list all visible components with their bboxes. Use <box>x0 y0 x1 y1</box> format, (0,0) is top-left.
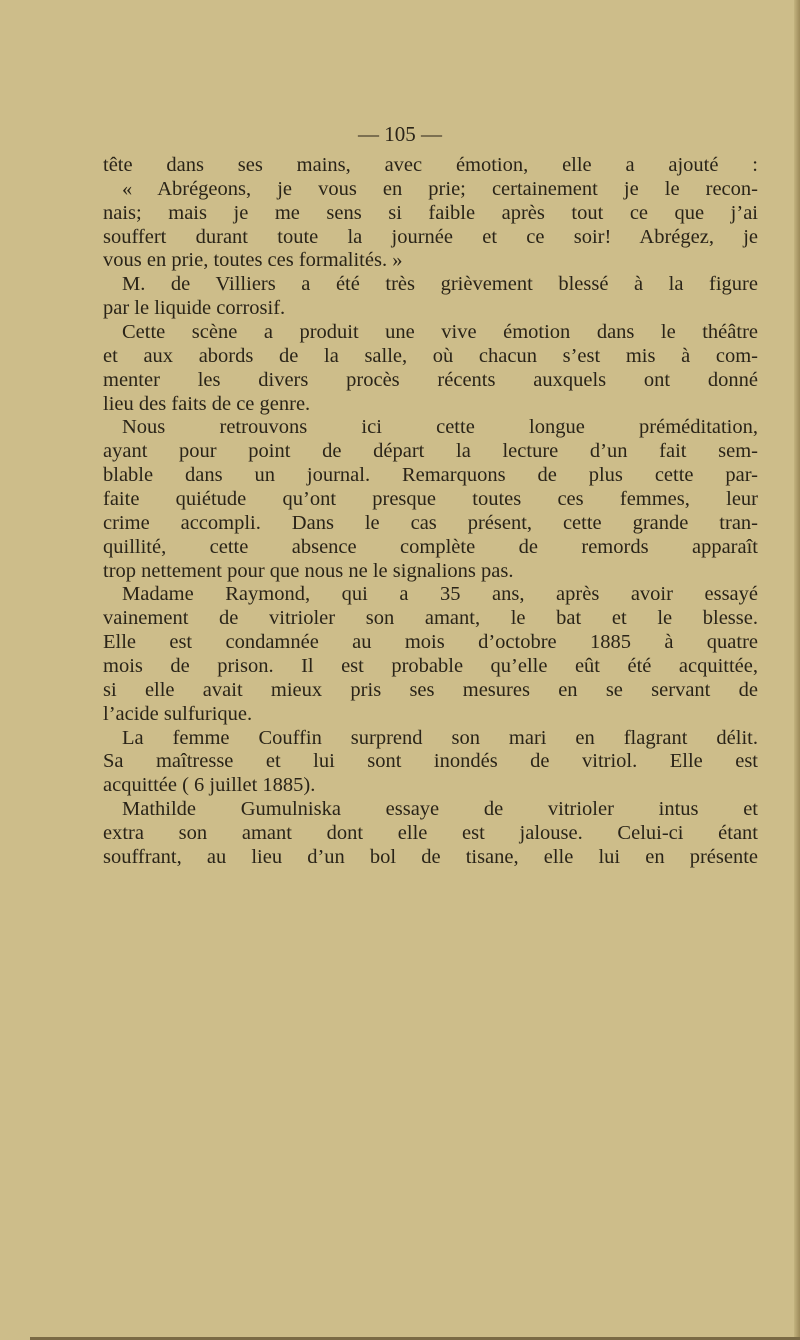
text-line: blable dans un journal. Remarquons de plus cette par- <box>103 464 758 487</box>
text-line: La femme Couffin surprend son mari en flagrant délit. <box>122 726 758 749</box>
text-line: vous en prie, toutes ces formalités. » <box>103 249 403 272</box>
text-line: et aux abords de la salle, où chacun s’est mis à com- <box>103 344 758 367</box>
text-line: Nous retrouvons ici cette longue préméditation, <box>122 416 758 439</box>
text-line: trop nettement pour que nous ne le signalions pas. <box>103 559 514 582</box>
text-line: Cette scène a produit une vive émotion dans le théâtre <box>122 321 758 344</box>
text-line: si elle avait mieux pris ses mesures en se servant de <box>103 678 758 701</box>
text-line: mois de prison. Il est probable qu’elle eût été acquittée, <box>103 655 758 678</box>
text-line: nais; mais je me sens si faible après tout ce que j’ai <box>103 201 758 224</box>
text-line: vainement de vitrioler son amant, le bat et le blesse. <box>103 607 758 630</box>
text-line: menter les divers procès récents auxquels ont donné <box>103 368 758 391</box>
text-line: Elle est condamnée au mois d’octobre 1885 à quatre <box>103 631 758 654</box>
body-text <box>103 154 758 870</box>
text-line: souffert durant toute la journée et ce soir! Abrégez, je <box>103 225 758 248</box>
text-line: lieu des faits de ce genre. <box>103 392 311 415</box>
text-line: « Abrégeons, je vous en prie; certainement je le recon- <box>122 177 758 200</box>
text-line: l’acide sulfurique. <box>103 702 253 725</box>
text-line: Sa maîtresse et lui sont inondés de vitriol. Elle est <box>103 750 758 773</box>
text-line: quillité, cette absence complète de remords apparaît <box>103 535 758 558</box>
text-line: souffrant, au lieu d’un bol de tisane, elle lui en présente <box>103 845 758 868</box>
text-line: extra son amant dont elle est jalouse. Celui-ci étant <box>103 822 758 845</box>
text-line: acquittée ( 6 juillet 1885). <box>103 774 316 797</box>
text-line: M. de Villiers a été très grièvement blessé à la figure <box>122 273 758 296</box>
text-line: Mathilde Gumulniska essaye de vitrioler intus et <box>122 798 758 821</box>
text-line: crime accompli. Dans le cas présent, cette grande tran- <box>103 511 758 534</box>
text-line: ayant pour point de départ la lecture d’un fait sem- <box>103 440 758 463</box>
text-line: par le liquide corrosif. <box>103 297 286 320</box>
text-line: Madame Raymond, qui a 35 ans, après avoir essayé <box>122 583 758 606</box>
page-edge <box>794 0 800 1340</box>
page-number: — 105 — <box>358 122 442 146</box>
text-line: faite quiétude qu’ont presque toutes ces femmes, leur <box>103 488 758 511</box>
text-line: tête dans ses mains, avec émotion, elle a ajouté : <box>103 154 758 176</box>
